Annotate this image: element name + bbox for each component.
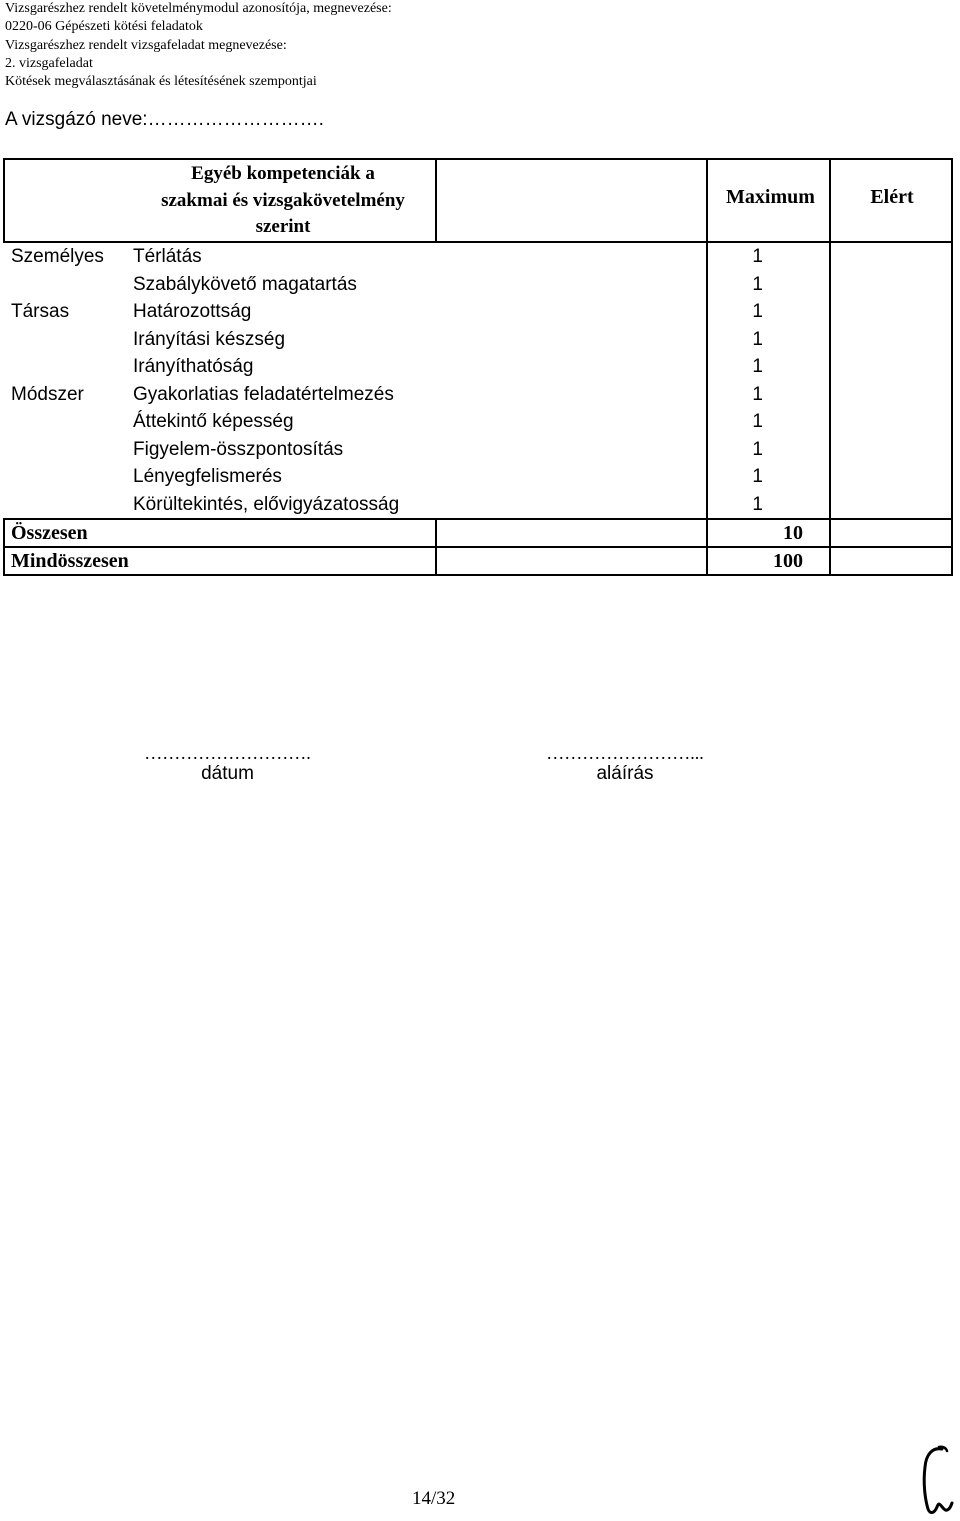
table-divider-header (435, 158, 437, 243)
max-score: 1 (752, 273, 763, 295)
date-signature-block (95, 743, 360, 785)
competency-header-line: Egyéb kompetenciák a (191, 163, 375, 184)
module-label: Vizsgarészhez rendelt követelménymodul azonosítója, megnevezése: (5, 1, 392, 16)
document-header (5, 0, 392, 91)
achieved-column-header: Elért (870, 186, 914, 208)
competency-table (3, 158, 953, 576)
signature-label: aláírás (596, 763, 654, 784)
task-label: Vizsgarészhez rendelt vizsgafeladat megnevezése: (5, 37, 287, 53)
group-label: Személyes (11, 246, 104, 267)
max-score: 1 (752, 301, 763, 322)
max-score: 1 (752, 493, 763, 515)
subtotal-label: Összesen (11, 522, 88, 544)
max-score: 1 (752, 246, 763, 267)
competency-header-line: szakmai és vizsgakövetelmény (161, 189, 405, 211)
table-items-bottom (3, 518, 953, 520)
max-score: 1 (752, 466, 763, 487)
table-border-top (3, 158, 953, 160)
competency-item: Áttekintő képesség (133, 411, 294, 432)
max-score: 1 (752, 328, 763, 350)
total-label: Mindösszesen (11, 550, 129, 572)
competency-item: Gyakorlatias feladatértelmezés (133, 383, 394, 405)
competency-item: Térlátás (133, 246, 202, 267)
handwritten-initial-icon (918, 1443, 956, 1517)
max-score: 1 (752, 383, 763, 405)
competency-item: Lényegfelismerés (133, 466, 282, 487)
competency-item: Szabálykövető magatartás (133, 273, 357, 295)
date-dotted-line: ………………………. (144, 743, 311, 763)
task-number: 2. vizsgafeladat (5, 55, 93, 71)
competency-item: Figyelem-összpontosítás (133, 438, 344, 460)
module-name: 0220-06 Gépészeti kötési feladatok (5, 19, 203, 35)
table-border-right (951, 158, 953, 576)
table-subtotal-bottom (3, 546, 953, 548)
max-score: 1 (752, 438, 763, 460)
table-divider-achieved (829, 158, 831, 576)
competency-item: Irányíthatóság (133, 356, 254, 377)
signature-block (490, 743, 760, 785)
table-border-left-header (3, 158, 5, 243)
max-score: 1 (752, 356, 763, 377)
max-score: 1 (752, 411, 763, 432)
competency-header-line: szerint (255, 216, 311, 237)
group-label: Módszer (11, 383, 84, 405)
max-column-header: Maximum (726, 186, 815, 208)
total-value: 100 (773, 550, 803, 572)
date-label: dátum (201, 763, 254, 784)
competency-item: Határozottság (133, 301, 252, 322)
competency-header (133, 161, 433, 241)
competency-item: Körültekintés, elővigyázatosság (133, 493, 400, 515)
page-number: 14/32 (412, 1488, 456, 1509)
group-label: Társas (11, 301, 70, 322)
competency-item: Irányítási készség (133, 328, 286, 350)
subtotal-value: 10 (783, 522, 803, 544)
candidate-name-line: A vizsgázó neve:………………………. (5, 109, 324, 130)
task-title: Kötések megválasztásának és létesítésének szempontjai (5, 74, 317, 90)
table-border-bottom (3, 574, 953, 576)
signature-dotted-line: ……………………... (546, 743, 704, 763)
